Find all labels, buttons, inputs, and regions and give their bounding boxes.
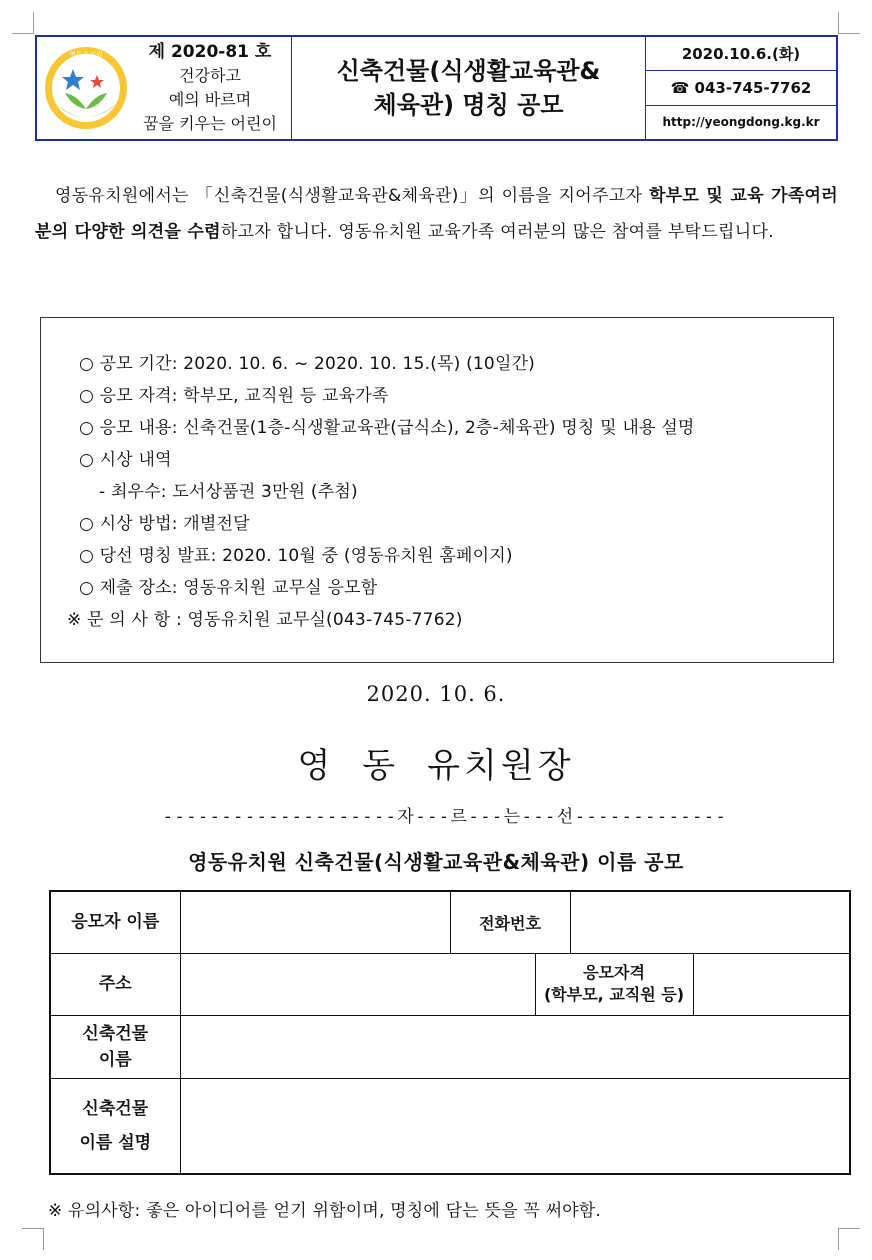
cut-line: --------------------자---르---는---선-------------: [162, 807, 728, 827]
svg-text:영동유치원: 영동유치원: [69, 51, 103, 59]
motto-line: 건강하고: [179, 66, 241, 85]
header-motto: [129, 40, 291, 136]
description-field[interactable]: [180, 1078, 850, 1174]
detail-item: ○ 응모 내용: 신축건물(1층-식생활교육관(급식소), 2층-체육관) 명칭 및 내용 설명: [79, 418, 695, 438]
detail-item: ○ 제출 장소: 영동유치원 교무실 응모함: [79, 578, 378, 598]
detail-item: ○ 당선 명칭 발표: 2020. 10월 중 (영동유치원 홈페이지): [79, 546, 513, 566]
qualification-field[interactable]: [693, 953, 850, 1015]
issue-date: 2020. 10. 6.: [366, 682, 506, 706]
principal-char: 유치원장: [427, 746, 575, 786]
intro-emphasis: 학부모 및 교육 가족여러분의 다양한 의견을 수렴: [35, 186, 838, 242]
principal-char: 동: [362, 746, 400, 786]
header-date: 2020.10.6.(화): [681, 45, 801, 64]
label-line: 이름 설명: [79, 1132, 152, 1153]
motto-line: 꿈을 키우는 어린이: [143, 114, 277, 133]
header-left: [37, 37, 292, 139]
footnote: ※ 유의사항: 좋은 아이디어를 얻기 위함이며, 명칭에 담는 뜻을 꼭 써야함.: [48, 1201, 602, 1221]
qualification-label-text: 응모자격: [583, 963, 645, 982]
phone-label: 전화번호: [450, 891, 570, 953]
contact-note: ※ 문 의 사 항 : 영동유치원 교무실(043-745-7762): [67, 610, 463, 630]
principal-signature: [0, 738, 872, 787]
intro-text: 하고자 합니다. 영동유치원 교육가족 여러분의 많은 참여를 부탁드립니다.: [220, 222, 774, 242]
header-phone: ☎ 043-745-7762: [646, 70, 836, 104]
kindergarten-logo: [43, 45, 129, 131]
header-url[interactable]: http://yeongdong.kg.kr: [646, 105, 836, 139]
detail-item: ○ 공모 기간: 2020. 10. 6. ~ 2020. 10. 15.(목) (10일간): [79, 354, 536, 374]
label-line: 신축건물: [82, 1098, 149, 1119]
address-label: 주소: [50, 953, 180, 1015]
detail-item: ○ 시상 내역: [79, 450, 172, 470]
detail-item: ○ 응모 자격: 학부모, 교직원 등 교육가족: [79, 386, 389, 406]
issue-number: 제 2020-81 호: [148, 42, 272, 62]
application-form: [49, 890, 851, 1175]
description-label: [50, 1078, 180, 1174]
label-line: 이름: [98, 1049, 132, 1070]
header-info: [646, 37, 836, 139]
applicant-name-label: 응모자 이름: [50, 891, 180, 953]
phone-field[interactable]: [570, 891, 850, 953]
page-corner-mark: [12, 12, 34, 34]
title-line: 체육관) 명칭 공모: [373, 91, 564, 119]
detail-subitem: - 최우수: 도서상품권 3만원 (추첨): [99, 482, 358, 502]
applicant-name-field[interactable]: [180, 891, 450, 953]
principal-char: 영: [297, 746, 335, 786]
title-line: 신축건물(식생활교육관&: [336, 57, 601, 85]
form-title: 영동유치원 신축건물(식생활교육관&체육관) 이름 공모: [188, 850, 684, 874]
detail-item: ○ 시상 방법: 개별전달: [79, 514, 250, 534]
contest-details-box: [40, 317, 834, 663]
intro-paragraph: [35, 178, 838, 250]
motto-line: 예의 바르며: [168, 90, 252, 109]
page-corner-mark: [22, 1228, 44, 1250]
address-field[interactable]: [180, 953, 535, 1015]
header-title: [292, 37, 646, 139]
qualification-sub-text: (학부모, 교직원 등): [543, 985, 685, 1004]
building-name-field[interactable]: [180, 1015, 850, 1078]
building-name-label: [50, 1015, 180, 1078]
intro-text: 영동유치원에서는 「신축건물(식생활교육관&체육관)」의 이름을 지어주고자: [55, 186, 649, 206]
label-line: 신축건물: [82, 1023, 149, 1044]
qualification-label: [535, 953, 693, 1015]
page-corner-mark: [838, 1228, 860, 1250]
page-corner-mark: [838, 12, 860, 34]
notice-header: [35, 35, 838, 141]
